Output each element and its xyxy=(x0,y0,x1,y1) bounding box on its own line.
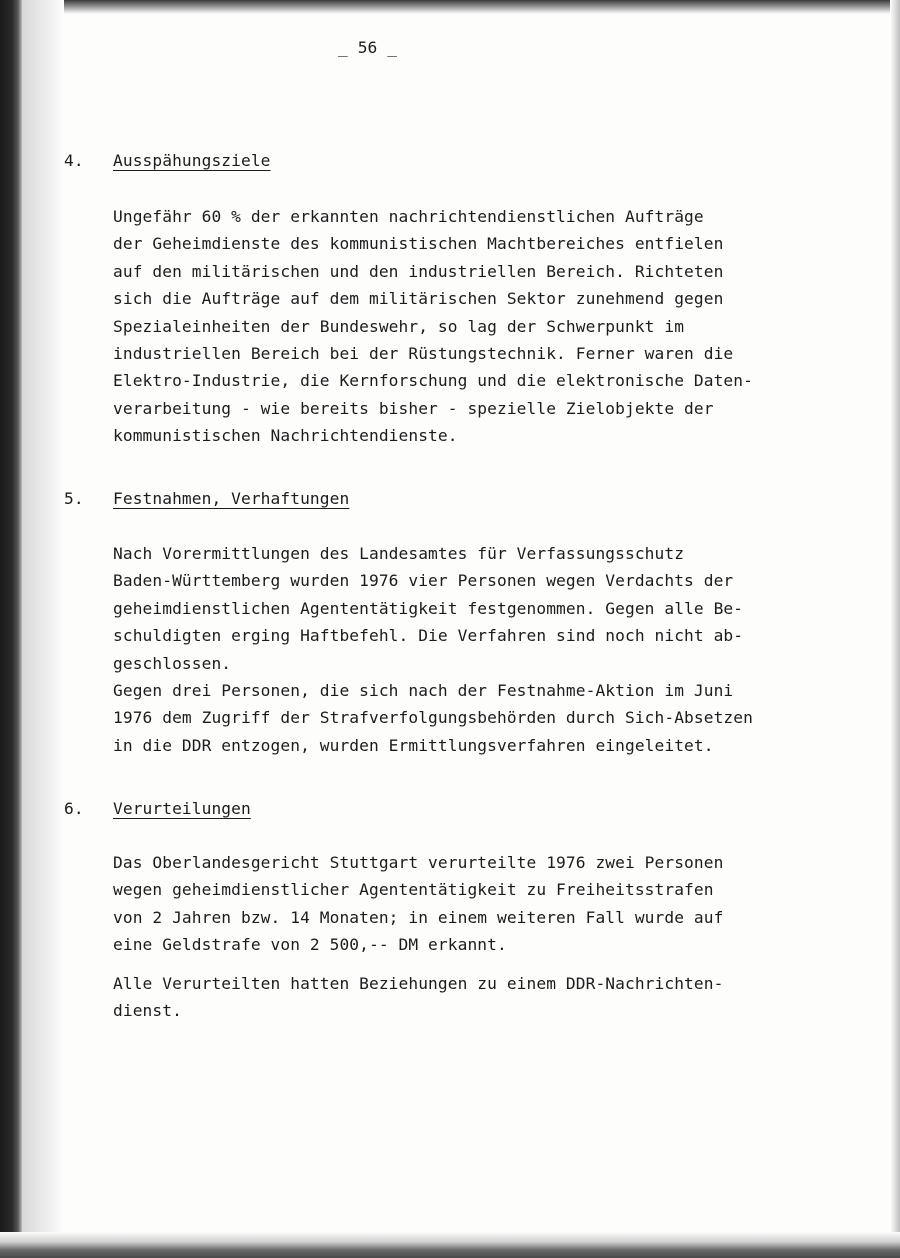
text-line: in die DDR entzogen, wurden Ermittlungsverfahren eingeleitet. xyxy=(113,735,714,755)
section-title: Ausspähungsziele xyxy=(113,151,271,170)
paragraph xyxy=(113,540,833,759)
scan-edge-top xyxy=(0,0,900,14)
paragraph xyxy=(113,203,833,450)
section-number: 6. xyxy=(64,799,84,818)
page-number: _ 56 _ xyxy=(338,38,398,57)
text-line: Alle Verurteilten hatten Beziehungen zu einem DDR-Nachrichten- xyxy=(113,974,724,993)
scan-edge-right xyxy=(890,0,900,1258)
text-line: dienst. xyxy=(113,1001,182,1021)
text-line: kommunistischen Nachrichtendienste. xyxy=(113,426,458,446)
text-line: schuldigten erging Haftbefehl. Die Verfahren sind noch nicht ab- xyxy=(113,626,744,646)
text-line: wegen geheimdienstlicher Agententätigkeit zu Freiheitsstrafen xyxy=(113,880,714,900)
text-line: Das Oberlandesgericht Stuttgart verurteilte 1976 zwei Personen xyxy=(113,853,724,872)
section-title: Festnahmen, Verhaftungen xyxy=(113,489,350,508)
text-line: Gegen drei Personen, die sich nach der Festnahme-Aktion im Juni xyxy=(113,680,734,700)
text-line: eine Geldstrafe von 2 500,-- DM erkannt. xyxy=(113,935,507,955)
scan-edge-bottom xyxy=(0,1232,900,1258)
text-line: verarbeitung - wie bereits bisher - spezielle Zielobjekte der xyxy=(113,398,714,418)
text-line: sich die Aufträge auf dem militärischen Sektor zunehmend gegen xyxy=(113,289,724,309)
scan-shadow xyxy=(22,0,64,1258)
paragraph xyxy=(113,970,833,1025)
text-line: von 2 Jahren bzw. 14 Monaten; in einem weiteren Fall wurde auf xyxy=(113,907,724,927)
text-line: auf den militärischen und den industriellen Bereich. Richteten xyxy=(113,261,724,281)
scan-edge-left xyxy=(0,0,22,1258)
text-line: Elektro-Industrie, die Kernforschung und die elektronische Daten- xyxy=(113,371,753,391)
text-line: der Geheimdienste des kommunistischen Machtbereiches entfielen xyxy=(113,234,724,254)
section-number: 4. xyxy=(64,151,84,170)
section-number: 5. xyxy=(64,489,84,508)
text-line: Ungefähr 60 % der erkannten nachrichtendienstlichen Aufträge xyxy=(113,207,704,226)
text-line: geschlossen. xyxy=(113,653,232,673)
text-line: geheimdienstlichen Agententätigkeit festgenommen. Gegen alle Be- xyxy=(113,598,744,618)
section-title: Verurteilungen xyxy=(113,799,251,818)
text-line: Nach Vorermittlungen des Landesamtes für Verfassungsschutz xyxy=(113,544,685,563)
paragraph xyxy=(113,849,833,959)
text-line: Baden-Württemberg wurden 1976 vier Personen wegen Verdachts der xyxy=(113,571,734,591)
text-line: Spezialeinheiten der Bundeswehr, so lag der Schwerpunkt im xyxy=(113,316,685,336)
text-line: industriellen Bereich bei der Rüstungstechnik. Ferner waren die xyxy=(113,343,734,363)
text-line: 1976 dem Zugriff der Strafverfolgungsbehörden durch Sich-Absetzen xyxy=(113,708,753,728)
